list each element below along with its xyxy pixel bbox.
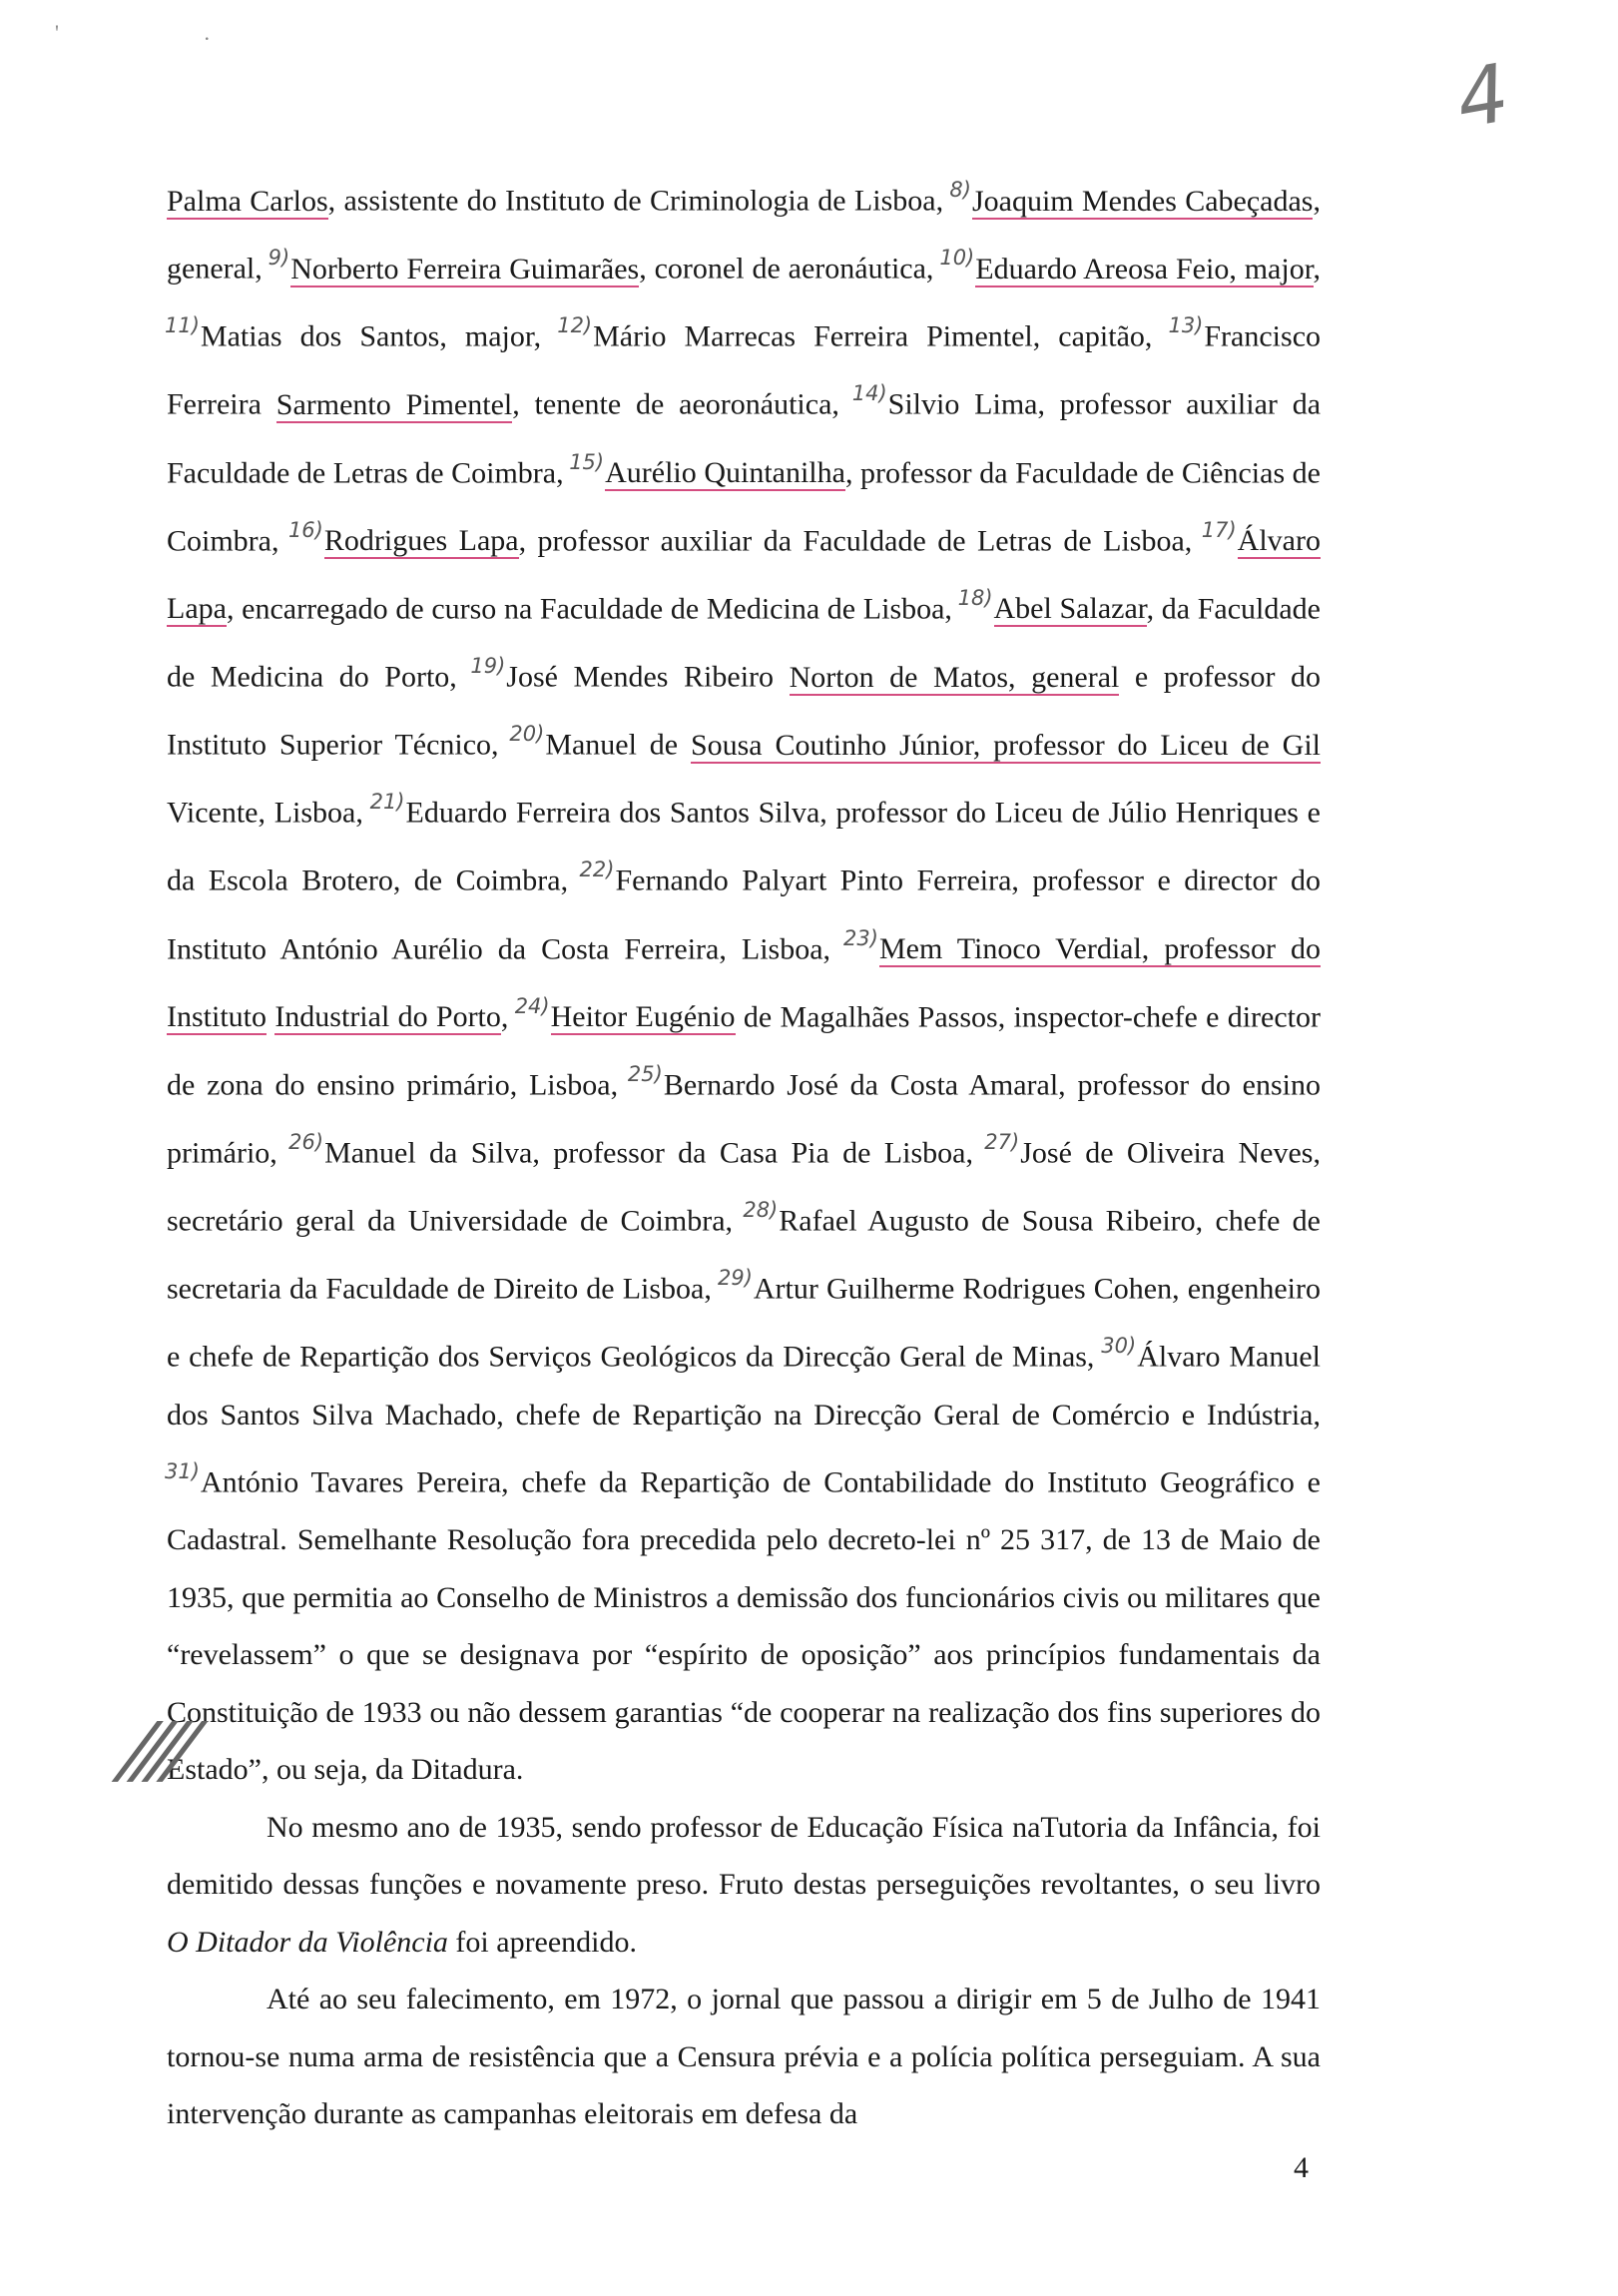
- handwritten-note-number: 8): [949, 178, 971, 202]
- text-run: e professor do Instituto Superior Técnico,: [167, 660, 1321, 762]
- text-run: Artur Guilherme Rodrigues Cohen, engenheiro e chefe de Repartição dos Serviços Geológicos da Direcção Geral de Minas,: [167, 1272, 1321, 1375]
- paragraph: [167, 162, 1321, 1799]
- text-run: , assistente do Instituto de Criminologia de Lisboa,: [327, 184, 952, 218]
- handwritten-note-number: 17): [1201, 517, 1237, 542]
- underlined-name: Sarmento Pimentel: [275, 388, 513, 422]
- underlined-name: Norberto Ferreira Guimarães: [290, 252, 640, 286]
- text-run: Matias dos Santos, major,: [200, 319, 560, 353]
- handwritten-note-number: 25): [627, 1061, 663, 1086]
- underlined-name: Mem Tinoco Verdial, professor do Instituto: [167, 932, 1321, 1034]
- underlined-name: Joaquim Mendes Cabeçadas: [971, 184, 1314, 218]
- book-title: O Ditador da Violência: [167, 1925, 448, 1959]
- text-run: , encarregado de curso na Faculdade de Medicina de Lisboa,: [226, 592, 960, 626]
- underlined-name: Rodrigues Lapa: [323, 524, 519, 558]
- handwritten-note-number: 16): [287, 517, 323, 542]
- handwritten-note-number: 15): [569, 449, 605, 474]
- text-run: Mário Marrecas Ferreira Pimentel, capitão,: [593, 319, 1171, 353]
- handwritten-note-number: 28): [743, 1198, 779, 1223]
- underlined-name: Eduardo Areosa Feio: [975, 252, 1230, 286]
- handwritten-note-number: 22): [579, 858, 615, 882]
- text-run: Manuel de: [545, 728, 691, 762]
- paragraph: [167, 1799, 1321, 1972]
- text-run: Francisco Ferreira: [167, 319, 1322, 422]
- text-run: de Magalhães Passos, inspector-chefe e director de zona do ensino primário, Lisboa,: [167, 1000, 1321, 1102]
- text-run: , da Faculdade de Medicina do Porto,: [167, 592, 1321, 694]
- text-run: Até ao seu falecimento, em 1972, o jornal que passou a dirigir em 5 de Julho de 1941 tornou-se numa arma de resistência que a Censura prévia e a polícia política perseguiam. A sua intervenção durante as campanhas eleitorais em defesa da: [167, 1983, 1321, 2131]
- handwritten-note-number: 30): [1101, 1334, 1137, 1359]
- handwritten-note-number: 27): [984, 1129, 1020, 1154]
- text-run: Álvaro Manuel dos Santos Silva Machado, chefe de Repartição na Direcção Geral de Comércio e Indústria,: [167, 1341, 1321, 1432]
- underlined-name: Norton de Matos, general: [789, 660, 1120, 694]
- body-text: [167, 162, 1321, 2143]
- text-run: , professor da Faculdade de Ciências de Coimbra,: [167, 456, 1322, 558]
- page-number: 4: [1294, 2151, 1309, 2184]
- handwritten-margin-marks: ////: [114, 1707, 196, 1793]
- underlined-name: Palma Carlos: [167, 184, 328, 218]
- text-run: ,: [1313, 252, 1321, 286]
- handwritten-note-number: 18): [957, 585, 993, 610]
- handwritten-note-number: 29): [717, 1266, 753, 1291]
- text-run: Fernando Palyart Pinto Ferreira, professor e director do Instituto António Aurélio da Costa Ferreira, Lisboa,: [167, 864, 1321, 966]
- text-run: António Tavares Pereira, chefe da Repartição de Contabilidade do Instituto Geográfico e Cadastral. Semelhante Resolução fora precedida pelo decreto-lei nº 25 317, de 13 de Maio de 1935, que permitia ao Conselho de Ministros a demissão dos funcionários civis ou militares que “revelassem” o que se designava por “espírito de oposição” aos princípios fundamentais da Constituição de 1933 ou não dessem garantias “de cooperar na realização dos fins superiores do Estado”, ou seja, da Ditadura.: [167, 1465, 1321, 1787]
- underlined-name: Abel Salazar: [993, 592, 1147, 626]
- underlined-name: Álvaro Lapa: [167, 524, 1321, 626]
- text-run: Bernardo José da Costa Amaral, professor do ensino primário,: [167, 1068, 1321, 1170]
- paragraph: [167, 1971, 1321, 2143]
- text-run: Silvio Lima, professor auxiliar da Faculdade de Letras de Coimbra,: [167, 388, 1322, 490]
- handwritten-note-number: 19): [470, 653, 506, 678]
- text-run: Eduardo Ferreira dos Santos Silva, professor do Liceu de Júlio Henriques e da Escola Brotero, de Coimbra,: [167, 796, 1321, 898]
- text-run: Vicente, Lisboa,: [167, 796, 372, 830]
- text-run: , tenente de aeoronáutica,: [512, 388, 854, 422]
- handwritten-note-number: 31): [165, 1459, 200, 1484]
- handwritten-note-number: 12): [557, 313, 593, 338]
- text-run: José de Oliveira Neves, secretário geral da Universidade de Coimbra,: [167, 1136, 1321, 1238]
- underlined-name: Sousa Coutinho Júnior, professor do Liceu de Gil: [690, 728, 1321, 762]
- text-run: , professor auxiliar da Faculdade de Letras de Lisboa,: [518, 524, 1204, 558]
- underlined-name: , major: [1229, 252, 1314, 286]
- text-run: ,: [500, 1000, 517, 1034]
- handwritten-note-number: 23): [843, 925, 878, 950]
- text-run: No mesmo ano de 1935, sendo professor de Educação Física naTutoria da Infância, foi demitido dessas funções e novamente preso. Fruto destas perseguições revoltantes, o seu livro: [167, 1810, 1321, 1902]
- underlined-name: Aurélio Quintanilha: [605, 456, 845, 490]
- text-run: Manuel da Silva, professor da Casa Pia de Lisboa,: [324, 1136, 987, 1170]
- handwritten-note-number: 11): [165, 313, 200, 338]
- text-run: , coronel de aeronáutica,: [639, 252, 942, 286]
- underlined-name: Industrial do Porto: [274, 1000, 501, 1034]
- handwritten-note-number: 14): [851, 381, 887, 406]
- handwritten-note-number: 24): [514, 993, 550, 1018]
- handwritten-note-number: 20): [509, 722, 545, 747]
- text-run: foi apreendido.: [447, 1925, 638, 1959]
- handwritten-note-number: 21): [369, 790, 405, 815]
- scan-specks: ' .: [55, 20, 279, 45]
- underlined-name: Heitor Eugénio: [550, 1000, 736, 1034]
- text-run: José Mendes Ribeiro: [506, 660, 790, 694]
- handwritten-note-number: 26): [288, 1129, 324, 1154]
- text-run: , general,: [167, 184, 1321, 286]
- handwritten-note-number: 10): [939, 246, 975, 271]
- handwritten-note-number: 9): [268, 246, 290, 271]
- handwritten-note-number: 13): [1168, 313, 1204, 338]
- handwritten-page-mark: 4: [1449, 46, 1516, 147]
- text-run: Rafael Augusto de Sousa Ribeiro, chefe de secretaria da Faculdade de Direito de Lisboa,: [167, 1204, 1321, 1306]
